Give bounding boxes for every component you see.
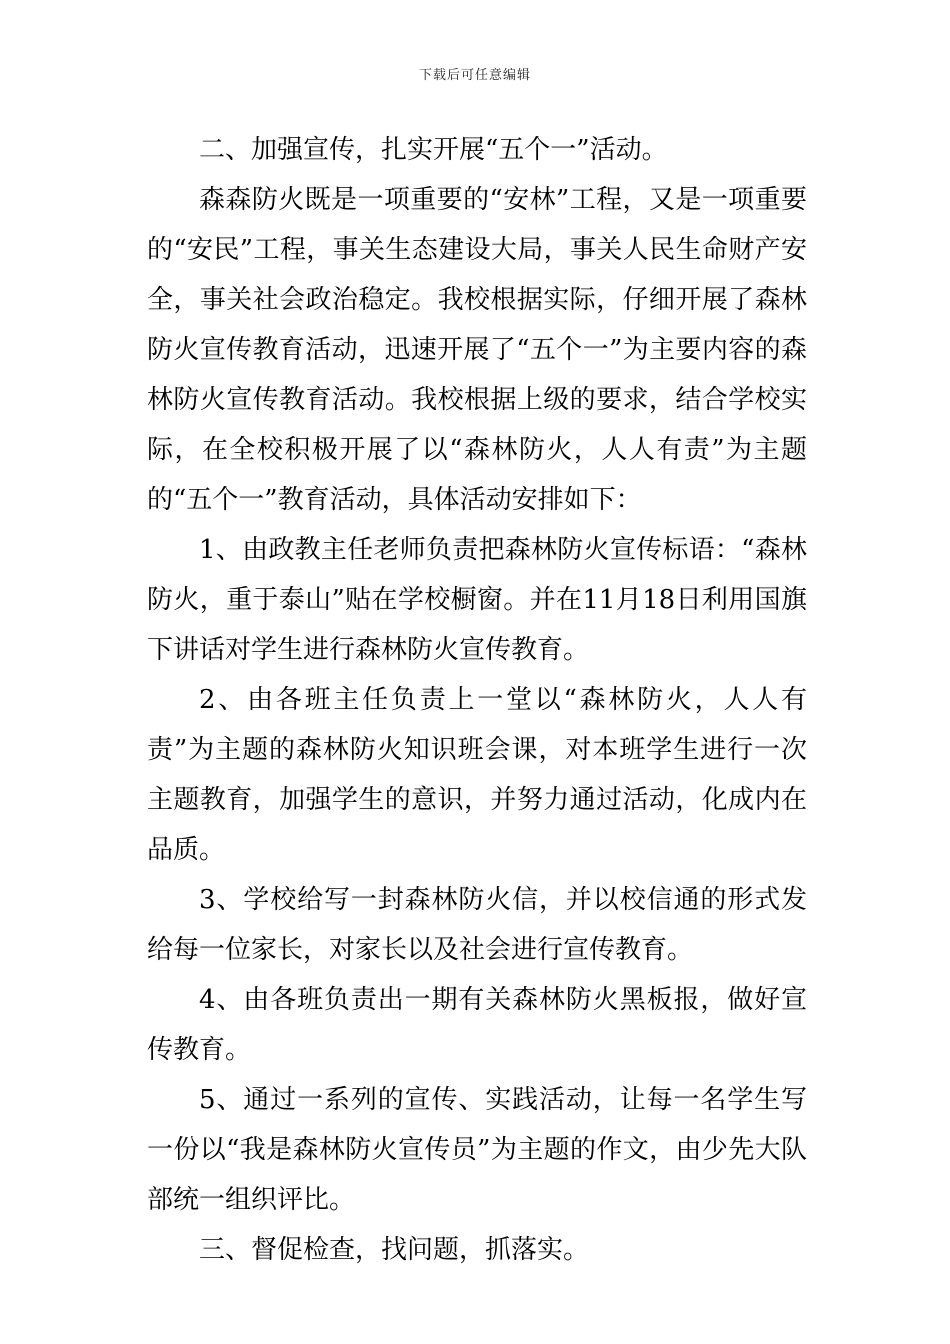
activity-item-4: 4、由各班负责出一期有关森林防火黑板报，做好宣传教育。: [147, 985, 807, 1065]
activity-item-5: 5、通过一系列的宣传、实践活动，让每一名学生写一份以“我是森林防火宣传员”为主题的作文，由少先大队部统一组织评比。: [147, 1085, 807, 1215]
intro-paragraph: 森森防火既是一项重要的“安林”工程，又是一项重要的“安民”工程，事关生态建设大局，事关人民生命财产安全，事关社会政治稳定。我校根据实际，仔细开展了森林防火宣传教育活动，迅速开展了“五个一”为主要内容的森林防火宣传教育活动。我校根据上级的要求，结合学校实际，在全校积极开展了以“森林防火，人人有责”为主题的“五个一”教育活动，具体活动安排如下：: [147, 185, 807, 515]
section-heading-2: 二、加强宣传，扎实开展“五个一”活动。: [199, 135, 668, 165]
activity-item-1: 1、由政教主任老师负责把森林防火宣传标语：“森林防火，重于泰山”贴在学校橱窗。并在11月18日利用国旗下讲话对学生进行森林防火宣传教育。: [147, 535, 807, 665]
document-body: [147, 125, 807, 1275]
activity-item-2: 2、由各班主任负责上一堂以“森林防火，人人有责”为主题的森林防火知识班会课，对本班学生进行一次主题教育，加强学生的意识，并努力通过活动，化成内在品质。: [147, 685, 807, 865]
section-heading-3: 三、督促检查，找问题，抓落实。: [199, 1235, 590, 1265]
page-header-note: 下载后可任意编辑: [418, 68, 531, 83]
activity-item-3: 3、学校给写一封森林防火信，并以校信通的形式发给每一位家长，对家长以及社会进行宣传教育。: [147, 885, 807, 965]
